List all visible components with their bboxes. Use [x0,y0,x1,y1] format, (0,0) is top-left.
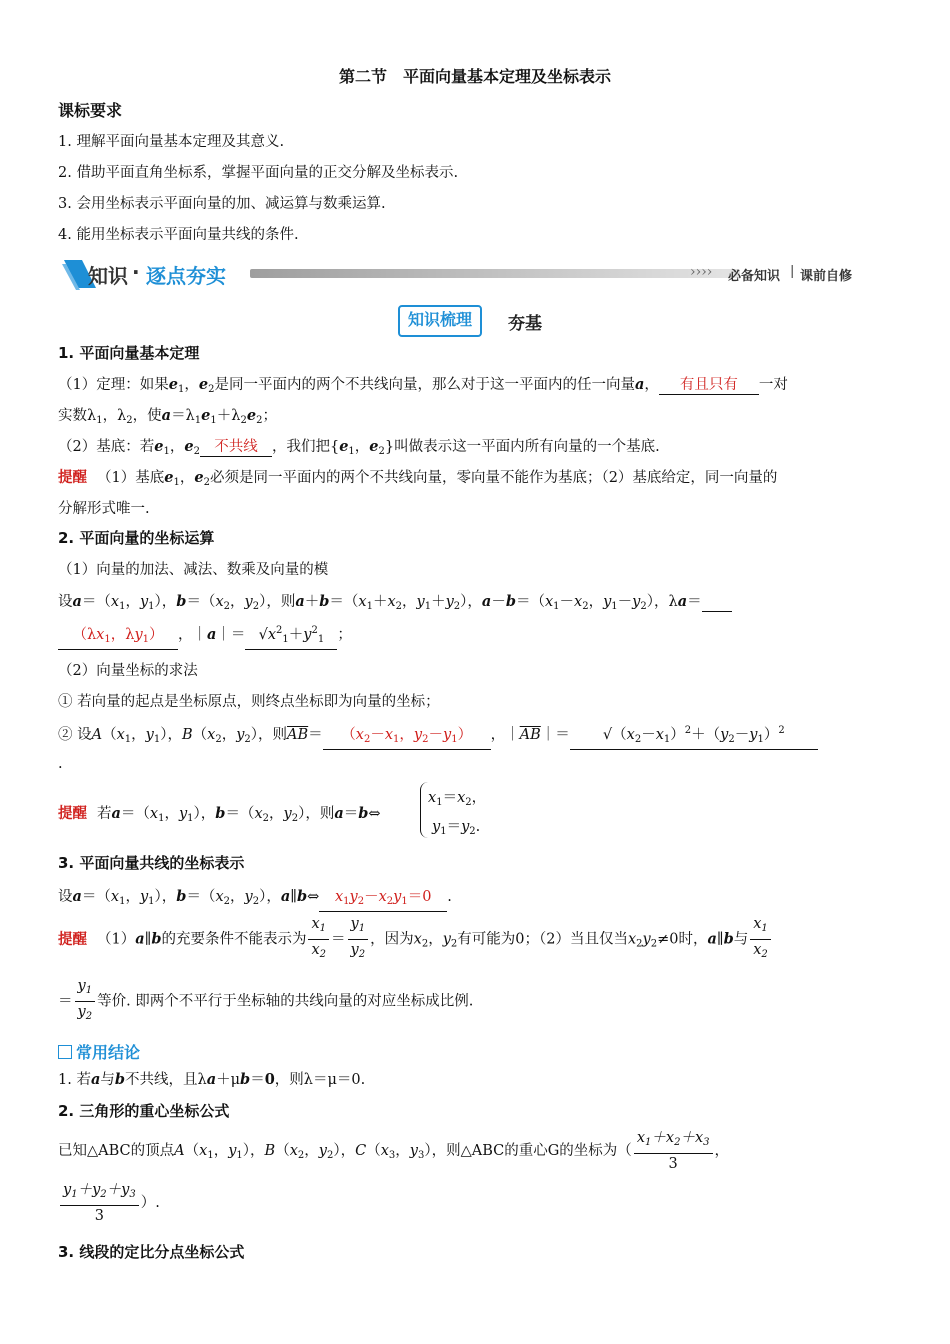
s1-remind-c: 分解形式唯一. [58,501,150,517]
requirement-item: 3. 会用坐标表示平面向量的加、减运算与数乘运算. [58,196,386,212]
s2-remind-a: 若 [97,806,112,822]
s3-remind-c: ，因为 [370,931,414,948]
conclusion-3-heading: 3. 线段的定比分点坐标公式 [58,1243,245,1261]
banner-right-b: 课前自修 [800,269,853,284]
s3-remind-line2: ＝ $\frac{y_1}{y_2}$ 等价. 即两个不平行于坐标轴的共线向量的对应坐标成比例. [58,978,474,1022]
s3-remind-b: 的充要条件不能表示为 [161,931,307,948]
page-title: 第二节 平面向量基本定理及坐标表示 [338,67,611,86]
requirement-item: 4. 能用坐标表示平面向量共线的条件. [58,227,299,243]
banner-title-dot: · [132,260,140,284]
s1-answer-2: 不共线 [200,438,272,457]
s1-line1: （1）定理：如果$e_1$，$e_2$是同一平面内的两个不共线向量，那么对于这一平面内的任一向量a， 有且只有 一对 [58,376,788,395]
s2-case2: $y_1=y_2$. [432,819,481,837]
banner-chevrons: ›››› [690,264,713,280]
s1-remind-b: 必须是同一平面内的两个不共线向量，零向量不能作为基底；（2）基底给定，同一向量的 [209,470,778,486]
s3-remind-f: 与 [733,931,749,948]
s1-line3: （2）基底：若$e_1$，$e_2$ 不共线 ，我们把{$e_1$，$e_2$}叫做表示这一平面内所有向量的一个基底. [58,438,660,457]
s1-p1c: 一对 [758,377,788,393]
s1-p2a: 实数 [58,408,87,424]
s1-heading: 1. 平面向量基本定理 [58,344,200,362]
s3-remind-e: 时， [678,931,708,948]
c1c: 不共线，且 [125,1072,198,1088]
banner-right-sep: | [790,264,795,279]
s2-item2b: ，则 [258,727,288,743]
s3-remind-label: 提醒 [58,931,87,948]
s3-heading: 3. 平面向量共线的坐标表示 [58,854,245,872]
s2-line-answer: （$\lambda x_1$，$\lambda y_1$） ，｜a｜＝ $√x^2_1+y^2_1$ ； [58,622,352,650]
s2-item1: ① 若向量的起点是坐标原点，则终点坐标即为向量的坐标； [58,694,440,710]
c1b: 与 [100,1072,115,1088]
s3-remind-a: （1） [97,931,136,948]
s2-sub2: （2）向量坐标的求法 [58,663,198,679]
s3-set: 设 [58,889,73,905]
s2-period: . [58,756,63,772]
checkbox-icon [58,1045,72,1059]
s1-line2: 实数$\lambda_1$，$\lambda_2$，使$a=\lambda_1e_1+\lambda_2e_2$； [58,407,277,426]
s3-remind-line1: 提醒 （1）a∥b的充要条件不能表示为 $\frac{x_1}{x_2}$ ＝ $\frac{y_1}{y_2}$ ，因为$x_2$，$y_2$有可能为0；（2）当且仅当$x_2y_2\ne 0$时，a∥b与 $\frac{x_1}{x_2}$ [58,914,773,965]
knowledge-tag-after: 夯基 [508,314,542,334]
s1-answer-1: 有且只有 [659,376,759,395]
s2-case1: $x_1=x_2$， [428,790,487,808]
knowledge-tag [398,305,482,337]
banner-title-accent: 逐点夯实 [146,264,226,288]
s3-line1: 设$a=(x_1$，$y_1$），$b=(x_2$，$y_2$），a∥b⇔ $x_1y_2-x_2y_1=0$ . [58,885,452,912]
knowledge-tag-label: 知识梳理 [408,310,473,329]
conclusion-2-line2: $\frac{y_1+y_2+y_3}{3}$ ）. [58,1180,160,1226]
conclusion-1: 1. 若a与b不共线，且λa＋μb＝0，则λ＝μ＝0. [58,1071,366,1088]
requirements-heading: 课标要求 [58,101,123,120]
banner-title-dark: 知识 [88,264,128,288]
s3-remind-g: 等价. 即两个不平行于坐标轴的共线向量的对应坐标成比例. [97,993,474,1010]
s2-line-ops: 设$a=(x_1$，$y_1$），$b=(x_2$，$y_2$），则$a+b=(x_1+x_2$，$y_1+y_2$），$a-b=(x_1-x_2$，$y_1-y_2$），λa＝ [58,590,732,612]
s2-item2a: ② 设 [58,727,92,743]
s2-remind-b: ，则 [305,806,335,822]
s1-p3a: （2）基底：若 [58,439,155,455]
section-banner [60,256,890,292]
conclusion-2-heading: 2. 三角形的重心坐标公式 [58,1102,230,1120]
c1d: ，则 [274,1072,304,1088]
banner-bar [250,269,740,278]
s1-p1b: 是同一平面内的两个不共线向量，那么对于这一平面内的任一向量 [214,377,635,393]
s1-remind-label: 提醒 [58,470,87,486]
s2-heading: 2. 平面向量的坐标运算 [58,529,215,547]
s2-remind: 提醒 若$a=(x_1$，$y_1$），$b=(x_2$，$y_2$），则a＝b⇔ [58,805,381,824]
s1-p2b: ，使 [132,408,162,424]
requirement-item: 2. 借助平面直角坐标系，掌握平面向量的正交分解及坐标表示. [58,165,459,181]
conclusion-2-line1: 已知△ABC的顶点$A(x_1$，$y_1$），$B(x_2$，$y_2$），$C(x_3$，$y_3$），则△ABC的重心G的坐标为（ $\frac{x_1+x_2+x_3}{3}$ ， [58,1130,729,1172]
s1-remind-line1: 提醒 （1）基底$e_1$，$e_2$必须是同一平面内的两个不共线向量，零向量不能作为基底；（2）基底给定，同一向量的 [58,469,778,488]
s2-set: 设 [58,594,73,610]
s1-p3b: ，我们把{ [271,439,340,455]
s2-sub1: （1）向量的加法、减法、数乘及向量的模 [58,562,329,578]
s1-remind-a: （1）基底 [97,470,165,486]
conclusions-heading: 常用结论 [58,1040,140,1063]
s3-remind-d: 有可能为0；（2）当且仅当 [457,931,628,948]
c2a: 已知△ABC的顶点 [58,1143,175,1159]
s1-p1a: （1）定理：如果 [58,377,169,393]
c1a: 1. 若 [58,1072,91,1088]
s1-p3c: }叫做表示这一平面内所有向量的一个基底. [384,439,660,455]
banner-right-a: 必备知识 [728,269,781,284]
s2-remind-label: 提醒 [58,806,87,822]
requirement-item: 1. 理解平面向量基本定理及其意义. [58,134,285,150]
s2-item2: ② 设$A(x_1$，$y_1$），$B(x_2$，$y_2$），则$\overline{AB}= (x_2-x_1$，$y_2-y_1$） ，$|\overline{AB}|= √(x_2-x_1)^2+(y_2-y_1)^2$ [58,722,818,750]
c2b: ，则△ABC的重心G的坐标为（ [431,1143,632,1159]
